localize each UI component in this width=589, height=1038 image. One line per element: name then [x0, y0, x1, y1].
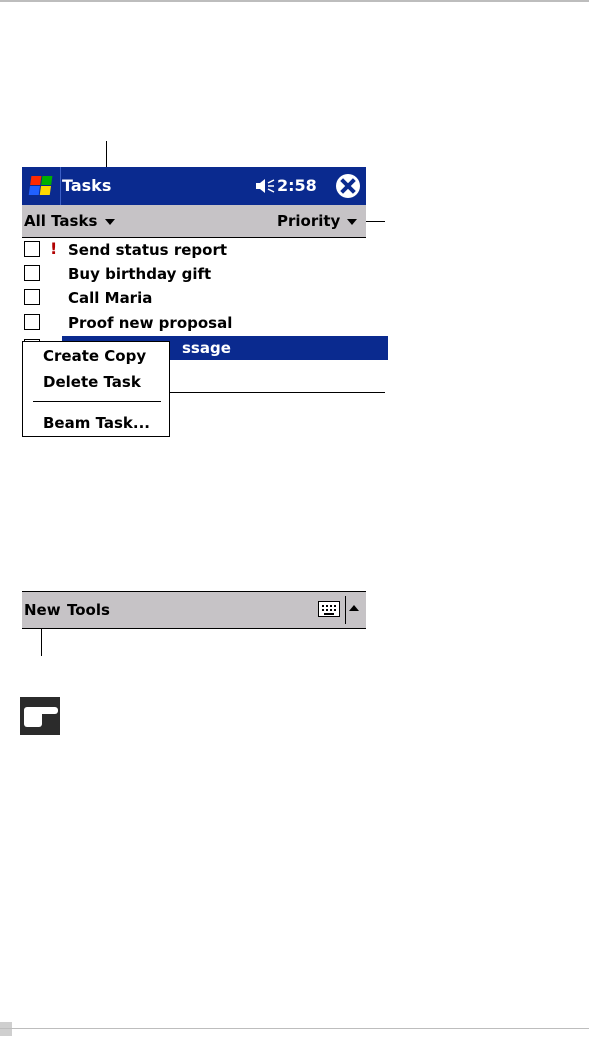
new-button[interactable]: New	[24, 601, 61, 619]
task-label[interactable]: Buy birthday gift	[68, 265, 212, 283]
chevron-down-icon[interactable]	[347, 219, 357, 225]
task-label-text: ssage	[182, 339, 231, 357]
callout-line-sort	[366, 221, 385, 222]
close-icon[interactable]	[336, 174, 360, 198]
task-checkbox[interactable]	[24, 265, 40, 281]
keyboard-icon[interactable]	[318, 601, 340, 617]
task-checkbox[interactable]	[24, 289, 40, 305]
task-checkbox[interactable]	[24, 241, 40, 257]
start-button[interactable]	[22, 167, 61, 205]
windows-flag-icon	[29, 176, 54, 196]
arrow-up-icon[interactable]	[349, 605, 359, 611]
pointing-hand-icon	[20, 697, 60, 735]
speaker-icon[interactable]	[255, 178, 275, 194]
category-filter[interactable]: All Tasks	[24, 212, 98, 230]
task-label[interactable]: Send status report	[68, 241, 228, 259]
flag-red	[30, 176, 41, 185]
task-label[interactable]: Proof new proposal	[68, 314, 233, 332]
clock[interactable]: 2:58	[277, 176, 317, 195]
sip-divider	[345, 596, 346, 624]
flag-green	[41, 176, 52, 185]
callout-line-context-menu	[141, 392, 385, 393]
context-menu	[22, 341, 170, 437]
title-bar	[22, 167, 366, 205]
task-checkbox[interactable]	[24, 314, 40, 330]
tools-menu[interactable]: Tools	[67, 601, 110, 619]
menu-item-beam-task[interactable]: Beam Task...	[43, 414, 150, 432]
top-rule	[0, 0, 589, 2]
task-row[interactable]	[22, 238, 366, 262]
menu-item-create-copy[interactable]: Create Copy	[43, 347, 147, 365]
page-marker	[0, 1022, 12, 1036]
high-priority-icon: !	[50, 239, 58, 258]
bottom-rule	[0, 1028, 589, 1029]
task-row[interactable]	[22, 311, 366, 335]
task-label[interactable]: Call Maria	[68, 289, 153, 307]
flag-blue	[29, 186, 40, 195]
menu-item-delete-task[interactable]: Delete Task	[43, 373, 141, 391]
task-row[interactable]	[22, 262, 366, 286]
sort-by-dropdown[interactable]: Priority	[277, 212, 341, 230]
command-bar	[22, 591, 366, 629]
flag-yellow	[40, 186, 51, 195]
chevron-down-icon[interactable]	[105, 219, 115, 225]
task-row[interactable]	[22, 286, 366, 310]
app-title: Tasks	[62, 176, 112, 195]
filter-bar	[22, 205, 366, 238]
menu-separator	[33, 401, 161, 402]
